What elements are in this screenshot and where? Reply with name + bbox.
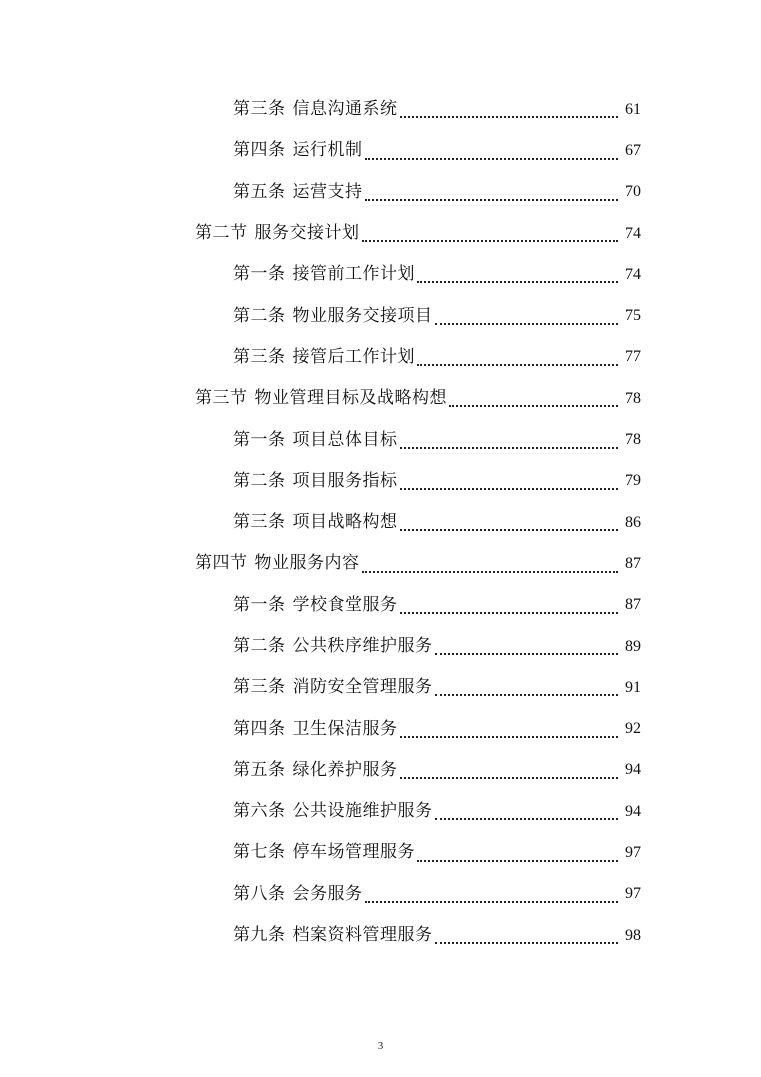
toc-entry-page: 67 <box>625 141 641 159</box>
toc-entry-title: 项目总体目标 <box>292 429 398 450</box>
toc-entry-title: 停车场管理服务 <box>292 842 415 863</box>
toc-entry-page: 91 <box>625 678 641 696</box>
toc-article-entry[interactable] <box>0 89 641 130</box>
toc-entry-number: 第七条 <box>233 842 286 863</box>
toc-entry-number: 第二条 <box>233 470 286 491</box>
toc-entry-title: 物业管理目标及战略构想 <box>254 388 447 409</box>
toc-entry-page: 78 <box>625 431 641 449</box>
dot-leader <box>449 404 618 407</box>
dot-leader <box>365 198 619 201</box>
toc-entry-page: 75 <box>625 307 641 325</box>
dot-leader <box>417 859 618 862</box>
toc-entry-page: 94 <box>625 761 641 779</box>
toc-article-entry[interactable] <box>0 254 641 295</box>
toc-entry-label <box>195 555 360 572</box>
toc-entry-page: 70 <box>625 183 641 201</box>
toc-entry-title: 服务交接计划 <box>254 223 360 244</box>
dot-leader <box>417 363 618 366</box>
dot-leader <box>400 735 619 738</box>
toc-entry-page: 87 <box>625 554 641 572</box>
toc-entry-number: 第三节 <box>195 388 248 409</box>
toc-entry-title: 项目服务指标 <box>292 470 398 491</box>
toc-entry-number: 第三条 <box>233 346 286 367</box>
toc-entry-label <box>233 927 433 944</box>
toc-entry-title: 信息沟通系统 <box>292 99 398 120</box>
toc-entry-number: 第五条 <box>233 181 286 202</box>
toc-section-entry[interactable] <box>0 543 641 584</box>
dot-leader <box>435 693 619 696</box>
toc-article-entry[interactable] <box>0 708 641 749</box>
toc-entry-label <box>233 266 415 283</box>
toc-entry-page: 86 <box>625 513 641 531</box>
dot-leader <box>365 157 619 160</box>
toc-section-entry[interactable] <box>0 213 641 254</box>
toc-entry-label <box>233 679 433 696</box>
toc-entry-label <box>233 429 398 450</box>
toc-article-entry[interactable] <box>0 585 641 626</box>
toc-entry-title: 学校食堂服务 <box>292 594 398 615</box>
toc-article-entry[interactable] <box>0 667 641 708</box>
toc-entry-title: 项目战略构想 <box>292 512 398 533</box>
toc-entry-page: 97 <box>625 885 641 903</box>
table-of-contents <box>0 89 761 956</box>
toc-entry-label <box>233 305 433 326</box>
toc-entry-page: 87 <box>625 596 641 614</box>
toc-entry-page: 77 <box>625 348 641 366</box>
toc-entry-number: 第二条 <box>233 636 286 656</box>
toc-entry-number: 第一条 <box>233 264 286 285</box>
toc-entry-page: 74 <box>625 224 641 242</box>
toc-section-entry[interactable] <box>0 378 641 419</box>
toc-entry-number: 第九条 <box>233 925 286 946</box>
toc-entry-number: 第三条 <box>233 99 286 120</box>
dot-leader <box>400 776 619 779</box>
toc-article-entry[interactable] <box>0 791 641 832</box>
toc-entry-number: 第四条 <box>233 140 286 161</box>
toc-entry-label <box>233 470 398 491</box>
toc-entry-title: 物业服务交接项目 <box>292 305 433 326</box>
toc-article-entry[interactable] <box>0 832 641 873</box>
toc-entry-page: 97 <box>625 843 641 861</box>
dot-leader <box>400 611 619 614</box>
toc-entry-page: 78 <box>625 389 641 407</box>
toc-entry-label <box>233 181 363 202</box>
toc-entry-title: 卫生保洁服务 <box>292 718 398 739</box>
toc-entry-number: 第一条 <box>233 594 286 615</box>
toc-article-entry[interactable] <box>0 502 641 543</box>
dot-leader <box>362 570 619 573</box>
dot-leader <box>435 817 619 820</box>
toc-entry-page: 61 <box>625 100 641 118</box>
dot-leader <box>362 239 619 242</box>
toc-article-entry[interactable] <box>0 915 641 956</box>
toc-entry-number: 第二节 <box>195 223 248 244</box>
toc-entry-number: 第五条 <box>233 759 286 780</box>
toc-entry-title: 公共设施维护服务 <box>292 801 433 822</box>
toc-entry-title: 接管前工作计划 <box>292 264 415 285</box>
dot-leader <box>400 115 619 118</box>
toc-entry-number: 第四节 <box>195 553 248 574</box>
toc-entry-title: 绿化养护服务 <box>292 759 398 780</box>
toc-article-entry[interactable] <box>0 295 641 336</box>
toc-article-entry[interactable] <box>0 874 641 915</box>
toc-entry-label <box>233 594 398 615</box>
toc-entry-page: 98 <box>625 926 641 944</box>
toc-entry-number: 第二条 <box>233 305 286 326</box>
toc-entry-label <box>195 225 360 242</box>
toc-entry-page: 94 <box>625 802 641 820</box>
toc-entry-number: 第三条 <box>233 677 286 698</box>
toc-entry-title: 物业服务内容 <box>254 553 360 574</box>
toc-entry-page: 92 <box>625 720 641 738</box>
toc-entry-number: 第一条 <box>233 429 286 450</box>
toc-entry-title: 档案资料管理服务 <box>292 925 433 946</box>
toc-entry-number: 第四条 <box>233 718 286 739</box>
toc-entry-label <box>233 346 415 367</box>
toc-entry-title: 运营支持 <box>292 181 363 202</box>
toc-entry-label <box>233 142 363 159</box>
toc-article-entry[interactable] <box>0 461 641 502</box>
page-number: 3 <box>377 1040 384 1052</box>
toc-article-entry[interactable] <box>0 172 641 213</box>
toc-entry-page: 79 <box>625 472 641 490</box>
toc-entry-number: 第三条 <box>233 512 286 533</box>
dot-leader <box>417 280 618 283</box>
toc-article-entry[interactable] <box>0 337 641 378</box>
toc-article-entry[interactable] <box>0 626 641 667</box>
toc-entry-label <box>233 803 433 820</box>
toc-entry-page: 89 <box>625 637 641 655</box>
toc-article-entry[interactable] <box>0 419 641 460</box>
dot-leader <box>365 900 619 903</box>
toc-entry-label <box>233 883 363 904</box>
toc-entry-title: 会务服务 <box>292 883 363 904</box>
toc-entry-label <box>233 638 433 655</box>
toc-entry-number: 第六条 <box>233 801 286 822</box>
toc-entry-label <box>233 759 398 780</box>
toc-entry-label <box>233 718 398 739</box>
toc-entry-title: 接管后工作计划 <box>292 346 415 367</box>
toc-entry-number: 第八条 <box>233 883 286 904</box>
dot-leader <box>435 652 619 655</box>
toc-entry-label <box>195 390 447 407</box>
dot-leader <box>435 941 619 944</box>
dot-leader <box>400 487 619 490</box>
toc-entry-title: 运行机制 <box>292 140 363 161</box>
dot-leader <box>400 446 619 449</box>
toc-article-entry[interactable] <box>0 750 641 791</box>
toc-entry-label <box>233 844 415 861</box>
toc-entry-page: 74 <box>625 265 641 283</box>
toc-entry-title: 消防安全管理服务 <box>292 677 433 698</box>
toc-entry-label <box>233 514 398 531</box>
dot-leader <box>400 528 619 531</box>
dot-leader <box>435 322 619 325</box>
toc-entry-label <box>233 101 398 118</box>
toc-entry-title: 公共秩序维护服务 <box>292 636 433 656</box>
toc-article-entry[interactable] <box>0 130 641 171</box>
